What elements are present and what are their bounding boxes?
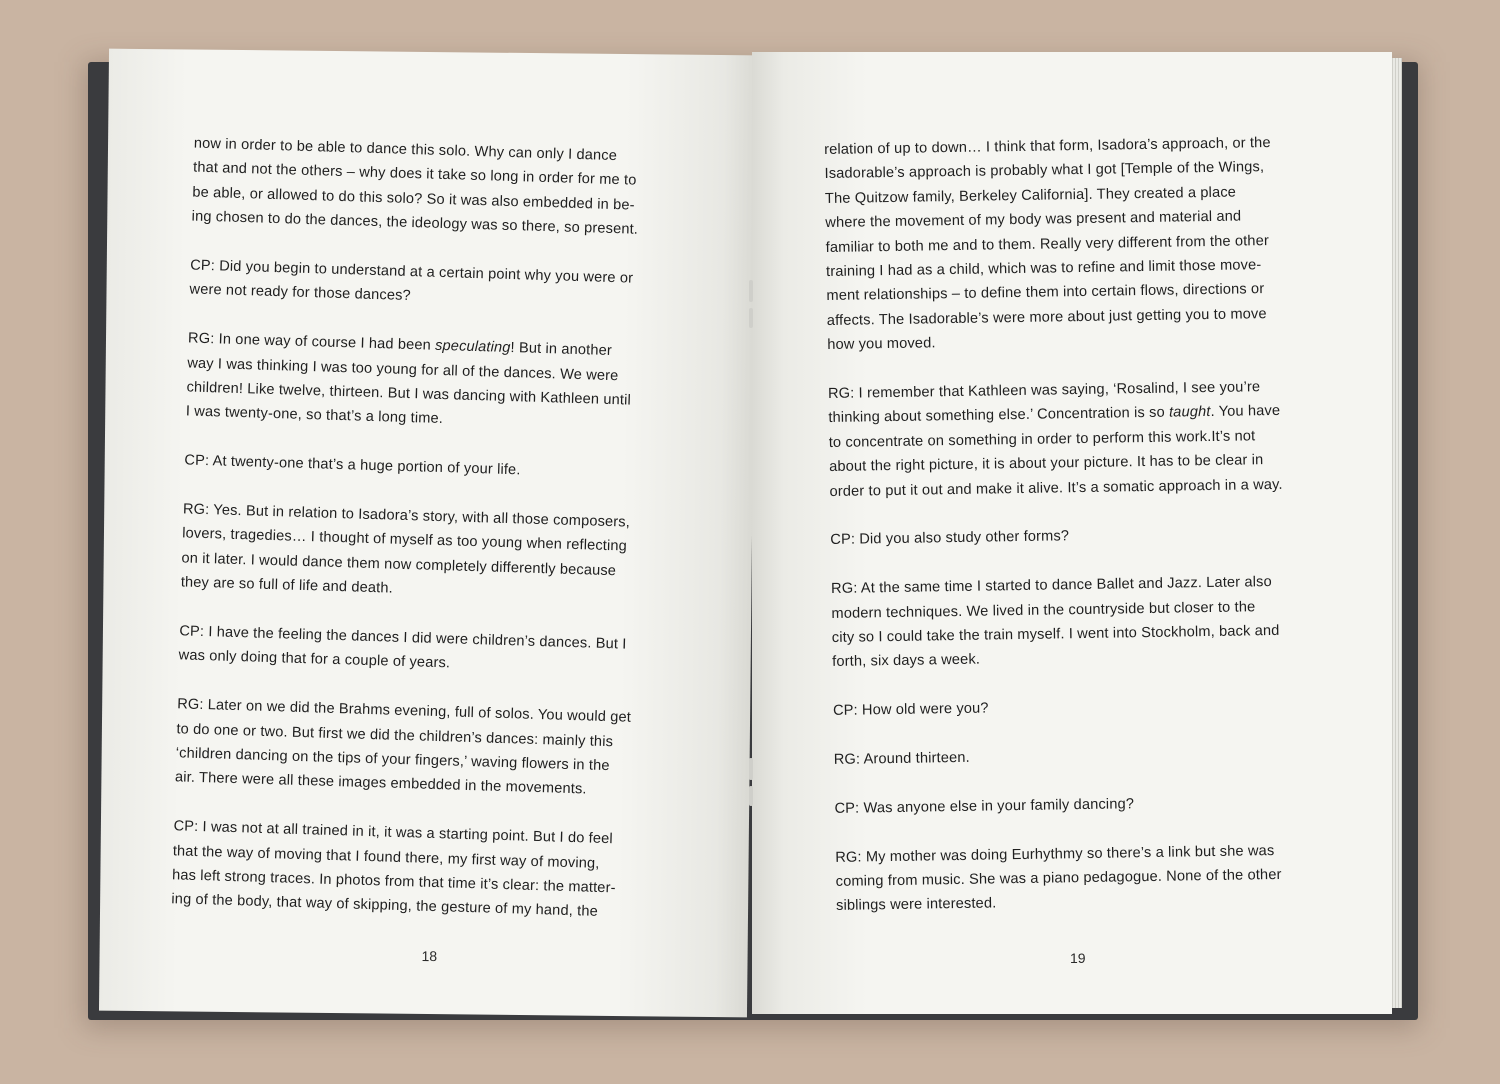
text-line: city so I could take the train myself. I went into Stockholm, back and <box>831 622 1280 647</box>
paragraph <box>833 691 1333 723</box>
text-line: CP: I have the feeling the dances I did were children’s dances. But I <box>179 623 627 653</box>
left-page-number: 18 <box>421 947 438 965</box>
paragraph <box>186 327 689 439</box>
text-line: be able, or allowed to do this solo? So it was also embedded in be- <box>192 184 635 214</box>
text-line: how you moved. <box>827 335 936 354</box>
binding-stitch <box>749 308 753 328</box>
text-line: I was twenty-one, so that’s a long time. <box>185 403 444 428</box>
text-line: The Quitzow family, Berkeley California]. They created a place <box>824 184 1237 207</box>
paragraph <box>830 521 1330 553</box>
text-line: air. There were all these images embedded in the movements. <box>174 769 587 798</box>
text-line: RG: At the same time I started to dance Ballet and Jazz. Later also <box>830 574 1272 598</box>
right-page-text <box>824 130 1337 943</box>
right-page <box>752 52 1392 1014</box>
text-line: that the way of moving that I found there, my first way of moving, <box>172 842 600 872</box>
paragraph <box>828 374 1330 504</box>
paragraph <box>180 497 683 609</box>
text-line: CP: Did you begin to understand at a certain point why you were or <box>189 257 634 287</box>
paragraph <box>834 789 1334 821</box>
text-line: ing chosen to do the dances, the ideology was so there, so present. <box>191 208 639 238</box>
text-line: CP: How old were you? <box>832 700 989 720</box>
binding-stitch <box>749 280 753 302</box>
text-line: was only doing that for a couple of years. <box>178 647 451 672</box>
text-line: were not ready for those dances? <box>189 281 412 305</box>
text-line: modern techniques. We lived in the countryside but closer to the <box>831 598 1256 622</box>
text-line: ‘children dancing on the tips of your fingers,’ waving flowers in the <box>175 745 610 775</box>
text-line: thinking about something else.’ Concentration is so taught. You have <box>828 403 1281 427</box>
text-line: that and not the others – why does it take so long in order for me to <box>192 159 637 190</box>
text-line: CP: At twenty-one that’s a huge portion of your life. <box>184 452 521 479</box>
text-line: way I was thinking I was too young for all of the dances. We were <box>187 355 619 384</box>
text-line: order to put it out and make it alive. It’s a somatic approach in a way. <box>829 476 1283 500</box>
text-line: CP: Was anyone else in your family dancing? <box>834 796 1135 817</box>
text-line: has left strong traces. In photos from that time it’s clear: the matter- <box>171 867 616 897</box>
text-line: CP: Did you also study other forms? <box>830 528 1070 549</box>
binding-stitch <box>749 786 753 806</box>
text-line: ment relationships – to define them into certain flows, directions or <box>826 281 1265 305</box>
text-line: affects. The Isadorable’s were more about just getting you to move <box>826 305 1267 329</box>
text-line: training I had as a child, which was to refine and limit those move- <box>825 257 1262 281</box>
paragraph <box>191 132 694 244</box>
binding-stitch <box>749 758 753 780</box>
text-line: to concentrate on something in order to perform this work.It’s not <box>828 428 1256 451</box>
paragraph <box>175 693 678 805</box>
text-line: about the right picture, it is about your picture. It has to be clear in <box>829 452 1264 476</box>
text-line: on it later. I would dance them now completely differently because <box>181 550 617 580</box>
text-line: where the movement of my body was present and material and <box>825 208 1242 232</box>
paragraph <box>834 740 1334 772</box>
text-line: RG: I remember that Kathleen was saying, ‘Rosalind, I see you’re <box>827 379 1261 403</box>
text-line: CP: I was not at all trained in it, it was a starting point. But I do feel <box>173 818 614 848</box>
right-page-number: 19 <box>1070 950 1086 966</box>
text-line: relation of up to down… I think that form, Isadora’s approach, or the <box>824 134 1271 158</box>
text-line: ing of the body, that way of skipping, the gesture of my hand, the <box>171 891 599 921</box>
text-line: Isadorable’s approach is probably what I got [Temple of the Wings, <box>824 159 1265 183</box>
left-page <box>99 49 757 1018</box>
paragraph <box>184 449 685 488</box>
text-line: RG: Yes. But in relation to Isadora’s story, with all those composers, <box>182 501 631 531</box>
paragraph <box>831 569 1332 674</box>
text-line: children! Like twelve, thirteen. But I was dancing with Kathleen until <box>186 379 632 409</box>
text-line: now in order to be able to dance this solo. Why can only I dance <box>193 135 618 165</box>
paragraph <box>824 130 1327 357</box>
text-line: forth, six days a week. <box>832 652 981 671</box>
text-line: lovers, tragedies… I thought of myself as too young when reflecting <box>182 525 628 555</box>
text-line: they are so full of life and death. <box>180 574 394 597</box>
text-line: siblings were interested. <box>835 895 997 915</box>
paragraph <box>171 814 674 926</box>
paragraph <box>835 838 1336 919</box>
paragraph <box>189 253 690 317</box>
left-page-text <box>170 132 694 952</box>
paragraph <box>178 619 679 683</box>
text-line: RG: My mother was doing Eurhythmy so there’s a link but she was <box>835 842 1275 866</box>
text-line: coming from music. She was a piano pedagogue. None of the other <box>835 866 1282 890</box>
text-line: familiar to both me and to them. Really very different from the other <box>825 232 1270 256</box>
text-line: RG: In one way of course I had been speculating! But in another <box>187 330 613 360</box>
text-line: to do one or two. But first we did the children’s dances: mainly this <box>176 720 614 750</box>
text-line: RG: Later on we did the Brahms evening, full of solos. You would get <box>176 696 632 726</box>
text-line: RG: Around thirteen. <box>833 749 970 769</box>
